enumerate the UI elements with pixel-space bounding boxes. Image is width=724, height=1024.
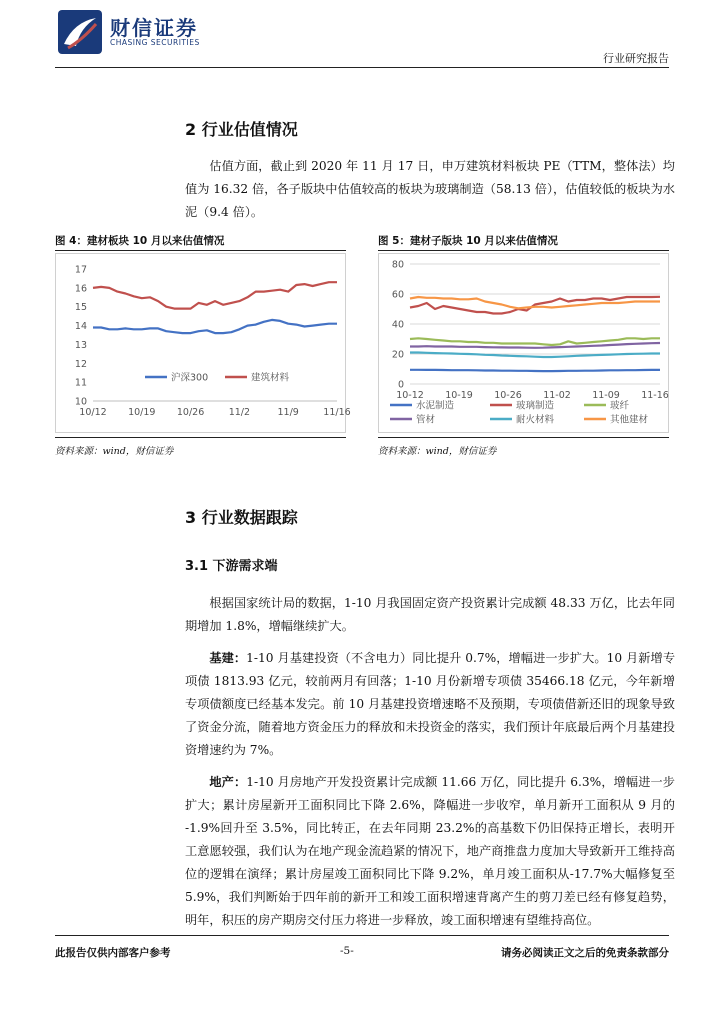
- x-tick-label: 10-12: [396, 390, 424, 401]
- legend-label: 管材: [416, 414, 436, 426]
- figure-4-source: 资料来源：wind，财信证券: [55, 446, 174, 457]
- y-tick-label: 20: [391, 349, 404, 361]
- figure-5-top-rule: [378, 250, 669, 251]
- logo-chinese-name: 财信证券: [110, 16, 198, 40]
- legend-label: 沪深300: [171, 372, 209, 384]
- y-tick-label: 17: [74, 264, 87, 276]
- figure-4-bottom-rule: [55, 437, 346, 438]
- y-tick-label: 15: [74, 302, 87, 314]
- logo-english-name: CHASING SECURITIES: [110, 38, 200, 47]
- legend-label: 耐火材料: [516, 414, 555, 426]
- x-tick-label: 11-02: [543, 390, 571, 401]
- figure-5-title: 图 5：建材子版块 10 月以来估值情况: [378, 235, 558, 247]
- infrastructure-text: 1-10 月基建投资（不含电力）同比提升 0.7%，增幅进一步扩大。10 月新增专项债 1813.93 亿元，较前两月有回落；1-10 月份新增专项债 35466.18 亿元，今年新增专项债额度已经基本发完。前 10 月基建投资增速略不及预期，专项债借新还旧的现象导致了资金分流，随着地方资金压力的释放和未投资金的落实，我们预计年底最后两个月基建投资增速约为 7%。: [185, 651, 676, 757]
- x-tick-label: 11-09: [592, 390, 620, 401]
- section-3-1-subtitle: 3.1 下游需求端: [185, 559, 278, 574]
- figure-4-title: 图 4：建材板块 10 月以来估值情况: [55, 235, 225, 247]
- infrastructure-lead: 基建：: [209, 651, 247, 665]
- real-estate-lead: 地产：: [209, 775, 247, 789]
- chart-frame: [56, 254, 346, 433]
- section-3-title: 3 行业数据跟踪: [185, 508, 298, 527]
- x-tick-label: 10-26: [494, 390, 522, 401]
- header-divider: [55, 67, 669, 68]
- x-tick-label: 11/16: [323, 407, 351, 418]
- y-tick-label: 10: [74, 396, 87, 408]
- x-tick-label: 10-19: [445, 390, 473, 401]
- figure-5-source: 资料来源：wind，财信证券: [378, 446, 497, 457]
- series-line-水泥制造: [410, 370, 660, 371]
- section-2-title: 2 行业估值情况: [185, 120, 298, 139]
- x-tick-label: 11-16: [641, 390, 669, 401]
- x-tick-label: 11/2: [228, 407, 251, 418]
- section-3-body: [185, 592, 675, 932]
- series-line-沪深300: [93, 320, 337, 333]
- y-tick-label: 14: [74, 321, 87, 333]
- legend-label: 玻纤: [610, 400, 630, 412]
- legend-label: 水泥制造: [416, 400, 455, 412]
- valuation-paragraph: 估值方面，截止到 2020 年 11 月 17 日，申万建筑材料板块 PE（TTM，整体法）均值为 16.32 倍，各子版块中估值较高的板块为玻璃制造（58.13 倍），估值较低的板块为水泥（9.4 倍）。: [185, 159, 675, 219]
- x-tick-label: 10/26: [176, 407, 205, 418]
- footer-disclaimer: 此报告仅供内部客户参考: [55, 947, 171, 959]
- x-tick-label: 10/12: [79, 407, 107, 418]
- chart-sub-sector-pe: [378, 253, 669, 433]
- y-tick-label: 11: [74, 377, 87, 389]
- series-line-耐火材料: [410, 353, 660, 358]
- infrastructure-paragraph: [185, 647, 675, 762]
- footer-notice: 请务必阅读正文之后的免责条款部分: [501, 947, 669, 959]
- y-tick-label: 16: [74, 283, 87, 295]
- y-tick-label: 0: [397, 379, 404, 391]
- x-tick-label: 11/9: [277, 407, 299, 418]
- real-estate-text: 1-10 月房地产开发投资累计完成额 11.66 万亿，同比提升 6.3%，增幅进一步扩大；累计房屋新开工面积同比下降 2.6%，降幅进一步收窄，单月新开工面积从 9 月的 -1.9%回升至 3.5%，同比转正，在去年同期 23.2%的高基数下仍旧保持正增长，表明开工意愿较强，我们认为在地产现金流趋紧的情况下，地产商推盘力度加大导致新开工维持高位的逻辑在演绎；累计房屋竣工面积同比下降 9.2%，单月竣工面积从-17.7%大幅修复至 5.9%，我们判断始于四年前的新开工和竣工面积增速背离产生的剪刀差已经有修复趋势，明年，积压的房产期房交付压力将进一步释放，竣工面积增速有望维持高位。: [185, 775, 675, 927]
- series-line-建筑材料: [93, 282, 337, 308]
- y-tick-label: 40: [391, 319, 404, 331]
- x-tick-label: 10/19: [128, 407, 156, 418]
- footer-divider: [55, 935, 669, 936]
- company-logo-icon: [58, 10, 102, 54]
- page-number: -5-: [340, 945, 354, 957]
- y-tick-label: 60: [391, 289, 404, 301]
- legend-label: 建筑材料: [251, 372, 290, 384]
- legend-label: 其他建材: [610, 414, 649, 426]
- figure-5-bottom-rule: [378, 437, 669, 438]
- chart-building-materials-pe: [55, 253, 351, 433]
- real-estate-paragraph: [185, 771, 675, 932]
- legend-label: 玻璃制造: [516, 400, 555, 412]
- report-type-label: 行业研究报告: [603, 52, 669, 65]
- y-tick-label: 12: [74, 358, 87, 370]
- figure-4-top-rule: [55, 250, 346, 251]
- y-tick-label: 80: [391, 259, 404, 271]
- section-2-paragraph: [185, 155, 675, 224]
- investment-paragraph: 根据国家统计局的数据，1-10 月我国固定资产投资累计完成额 48.33 万亿，比去年同期增加 1.8%，增幅继续扩大。: [185, 596, 675, 633]
- y-tick-label: 13: [74, 339, 87, 351]
